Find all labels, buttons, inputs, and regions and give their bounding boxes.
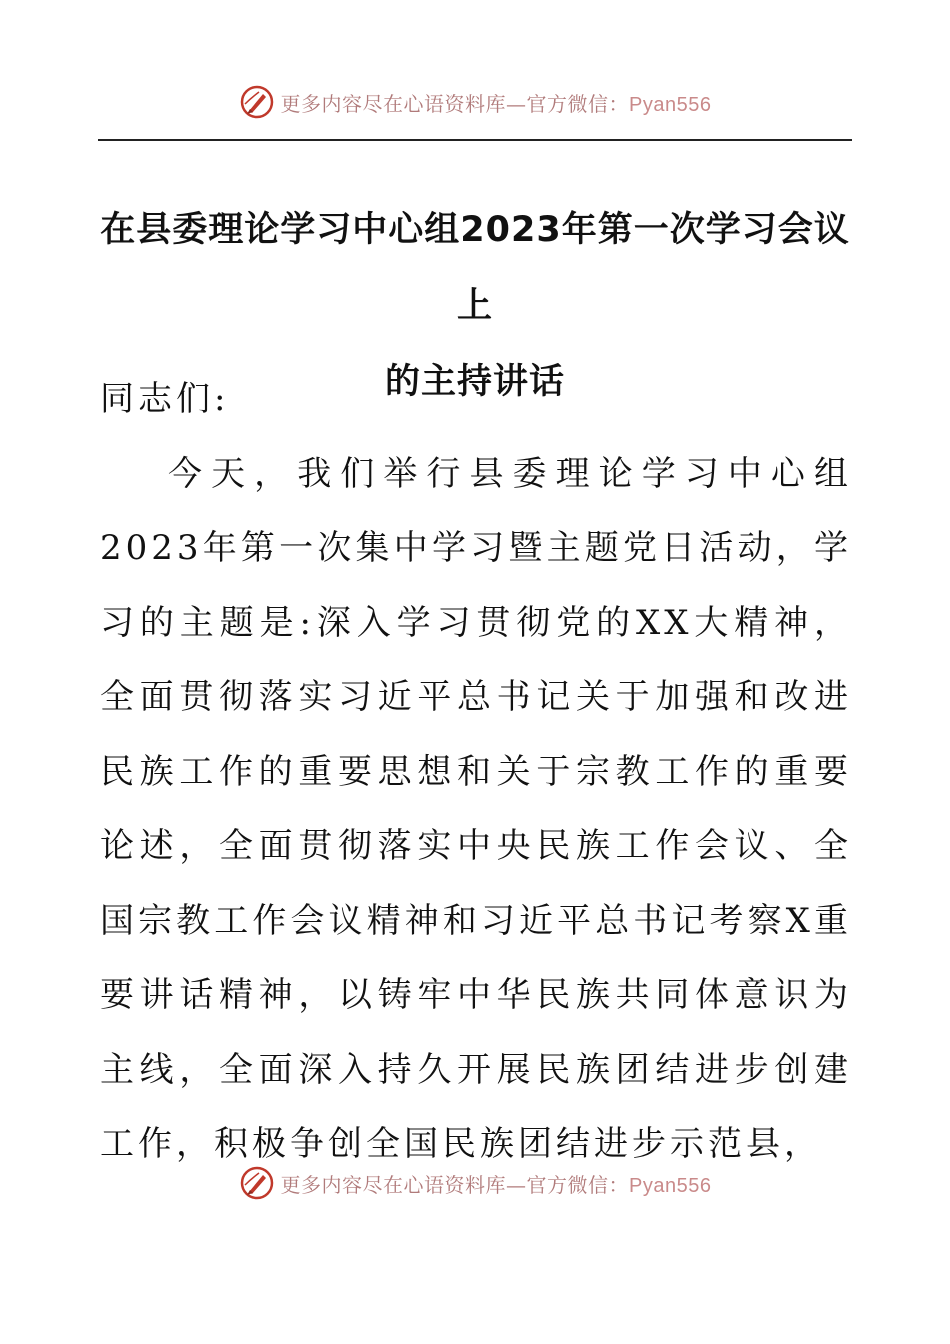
body-paragraph: 今天，我们举行县委理论学习中心组2023年第一次集中学习暨主题党日活动，学习的主题是:深入学习贯彻党的XX大精神，全面贯彻落实习近平总书记关于加强和改进民族工作的重要思想和关于宗教工作的重要论述，全面贯彻落实中央民族工作会议、全国宗教工作会议精神和习近平总书记考察X重要讲话精神，以铸牢中华民族共同体意识为主线，全面深入持久开展民族团结进步创建工作，积极争创全国民族团结进步示范县，	[100, 453, 852, 1164]
header-watermark-banner	[0, 82, 950, 122]
document-body	[100, 362, 852, 1182]
footer-banner-text	[281, 1169, 712, 1198]
header-banner-text	[281, 88, 712, 117]
header-banner-label: 更多内容尽在心语资料库—官方微信：	[280, 91, 630, 116]
pen-nib-logo-icon	[239, 1165, 275, 1201]
footer-watermark-banner	[0, 1163, 950, 1203]
greeting: 同志们:	[100, 379, 230, 419]
footer-banner-label: 更多内容尽在心语资料库—官方微信：	[280, 1172, 630, 1197]
title-line-2: 的主持讲话	[384, 362, 565, 402]
title-line-1: 在县委理论学习中心组2023年第一次学习会议上	[100, 210, 850, 326]
header-banner-wechat: Pyan556	[629, 93, 712, 116]
header-divider	[98, 139, 852, 141]
pen-nib-logo-icon	[239, 84, 275, 120]
footer-banner-wechat: Pyan556	[629, 1174, 712, 1197]
